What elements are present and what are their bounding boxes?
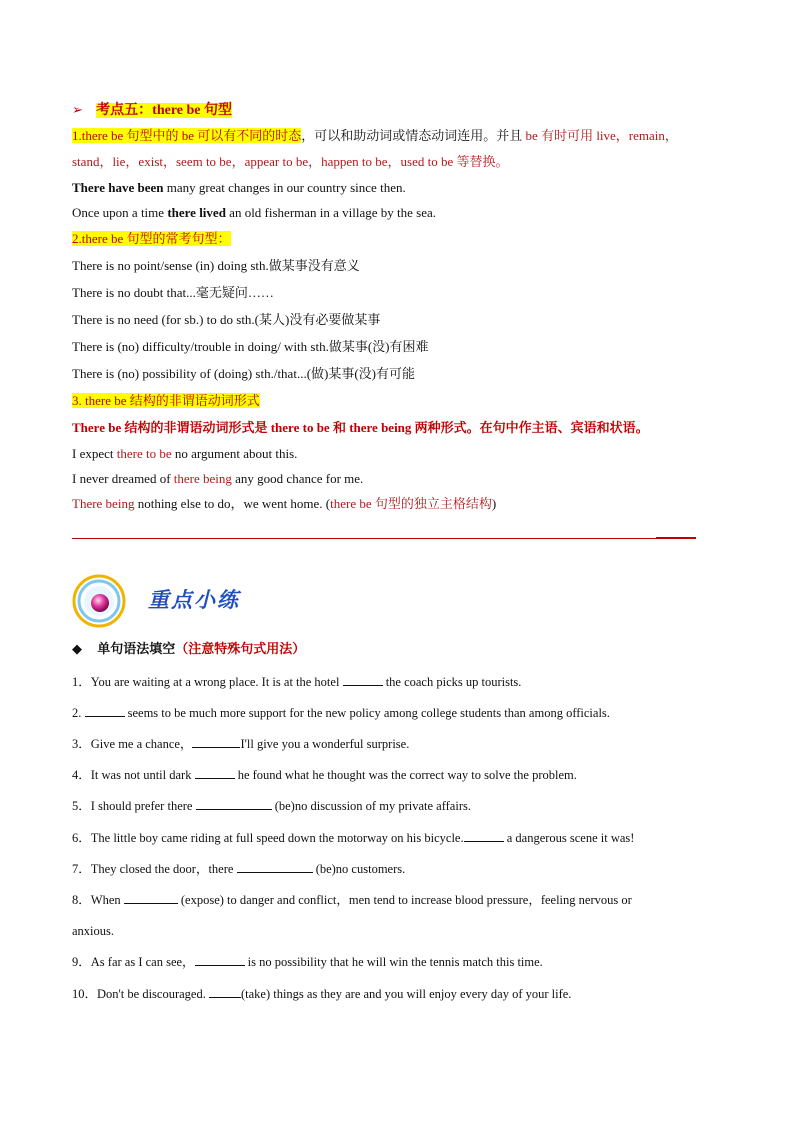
section-divider: [72, 538, 696, 539]
highlight-text: 1.there be 句型中的 be 可以有不同的时态: [72, 128, 302, 143]
answer-blank[interactable]: [209, 986, 241, 998]
plain-text: any good chance for me.: [231, 471, 364, 486]
practice-badge: [72, 572, 282, 630]
pattern-line: There is no need (for sb.) to do sth.(某人)没有必要做某事: [72, 312, 381, 327]
example-sentence-5: [72, 495, 496, 513]
arrow-bullet-icon: ➢: [72, 102, 83, 117]
plain-text: ): [491, 496, 497, 511]
plain-text: I expect: [72, 446, 117, 461]
rule-paragraph-2-heading: [72, 230, 231, 248]
answer-blank[interactable]: [124, 892, 178, 904]
bold-text: there lived: [167, 205, 226, 220]
example-sentence-3: [72, 445, 297, 463]
plain-text: I never dreamed of: [72, 471, 174, 486]
diamond-bullet-icon: ◆: [72, 641, 82, 656]
section-heading: [72, 101, 232, 120]
plain-text: no argument about this.: [171, 446, 298, 461]
answer-blank[interactable]: [196, 798, 272, 810]
red-text: there be 句型的独立主格结构: [330, 496, 492, 511]
highlight-text: 3. there be 结构的非谓语动词形式: [72, 393, 260, 408]
question-item: 4．It was not until dark he found what he thought was the correct way to solve the problem.: [72, 768, 577, 782]
plain-text: many great changes in our country since then.: [163, 180, 406, 195]
red-text: be 有时可用 live，remain，: [525, 128, 678, 143]
answer-blank[interactable]: [343, 674, 383, 686]
pattern-line: There is (no) possibility of (doing) sth./that...(做)某事(没)有可能: [72, 366, 416, 381]
plain-text: an old fisherman in a village by the sea.: [225, 205, 437, 220]
exercise-title: 单句语法填空: [97, 641, 176, 656]
rule-paragraph-1-line-2: stand，lie，exist，seem to be，appear to be，happen to be，used to be 等替换。: [72, 154, 509, 169]
question-item: 1．You are waiting at a wrong place. It is at the hotel the coach picks up tourists.: [72, 675, 522, 689]
question-item: 9．As far as I can see， is no possibility that he will win the tennis match this time.: [72, 955, 543, 969]
answer-blank[interactable]: [464, 830, 504, 842]
red-text: there to be: [116, 446, 172, 461]
exercise-note: （注意特殊句式用法）: [175, 641, 306, 656]
example-sentence-2: [72, 204, 436, 222]
plain-text: nothing else to do，we went home. (: [134, 496, 331, 511]
question-item: 5．I should prefer there (be)no discussion of my private affairs.: [72, 799, 471, 813]
question-item: 2. seems to be much more support for the new policy among college students than among officials.: [72, 706, 610, 720]
paragraph-text: ，可以和助动词或情态动词连用。并且: [301, 128, 526, 143]
rule-paragraph-1: [72, 127, 678, 145]
red-text: There being: [72, 496, 135, 511]
answer-blank[interactable]: [85, 705, 125, 717]
question-item: 6．The little boy came riding at full speed down the motorway on his bicycle. a dangerous scene it was!: [72, 831, 635, 845]
pattern-line: There is (no) difficulty/trouble in doing/ with sth.做某事(没)有困难: [72, 339, 429, 354]
highlight-text: 2.there be 句型的常考句型：: [72, 231, 231, 246]
pattern-line: There is no point/sense (in) doing sth.做某事没有意义: [72, 258, 360, 273]
plain-text: Once upon a time: [72, 205, 168, 220]
rule-paragraph-3-desc: There be 结构的非谓语动词形式是 there to be 和 there being 两种形式。在句中作主语、宾语和状语。: [72, 420, 649, 435]
answer-blank[interactable]: [195, 767, 235, 779]
answer-blank[interactable]: [237, 861, 313, 873]
question-item: 7．They closed the door，there (be)no customers.: [72, 862, 406, 876]
answer-blank[interactable]: [195, 954, 245, 966]
section-divider-accent: [656, 537, 696, 539]
exercise-heading: [72, 640, 305, 658]
question-item: 10．Don't be discouraged. (take) things as they are and you will enjoy every day of your life.: [72, 987, 572, 1001]
rule-paragraph-3-heading: [72, 392, 260, 410]
answer-blank[interactable]: [192, 736, 240, 748]
badge-title: 重点小练: [148, 587, 240, 612]
question-item: 3．Give me a chance， I'll give you a wonderful surprise.: [72, 737, 410, 751]
bold-text: There have been: [72, 180, 164, 195]
section-title: 考点五：there be 句型: [96, 103, 232, 118]
question-item: 8．When (expose) to danger and conflict，men tend to increase blood pressure，feeling nervous or: [72, 893, 632, 907]
pattern-line: There is no doubt that...毫无疑问……: [72, 285, 274, 300]
red-text: there being: [173, 471, 232, 486]
question-item-continued: anxious.: [72, 924, 115, 938]
example-sentence-1: [72, 179, 406, 197]
example-sentence-4: [72, 470, 363, 488]
